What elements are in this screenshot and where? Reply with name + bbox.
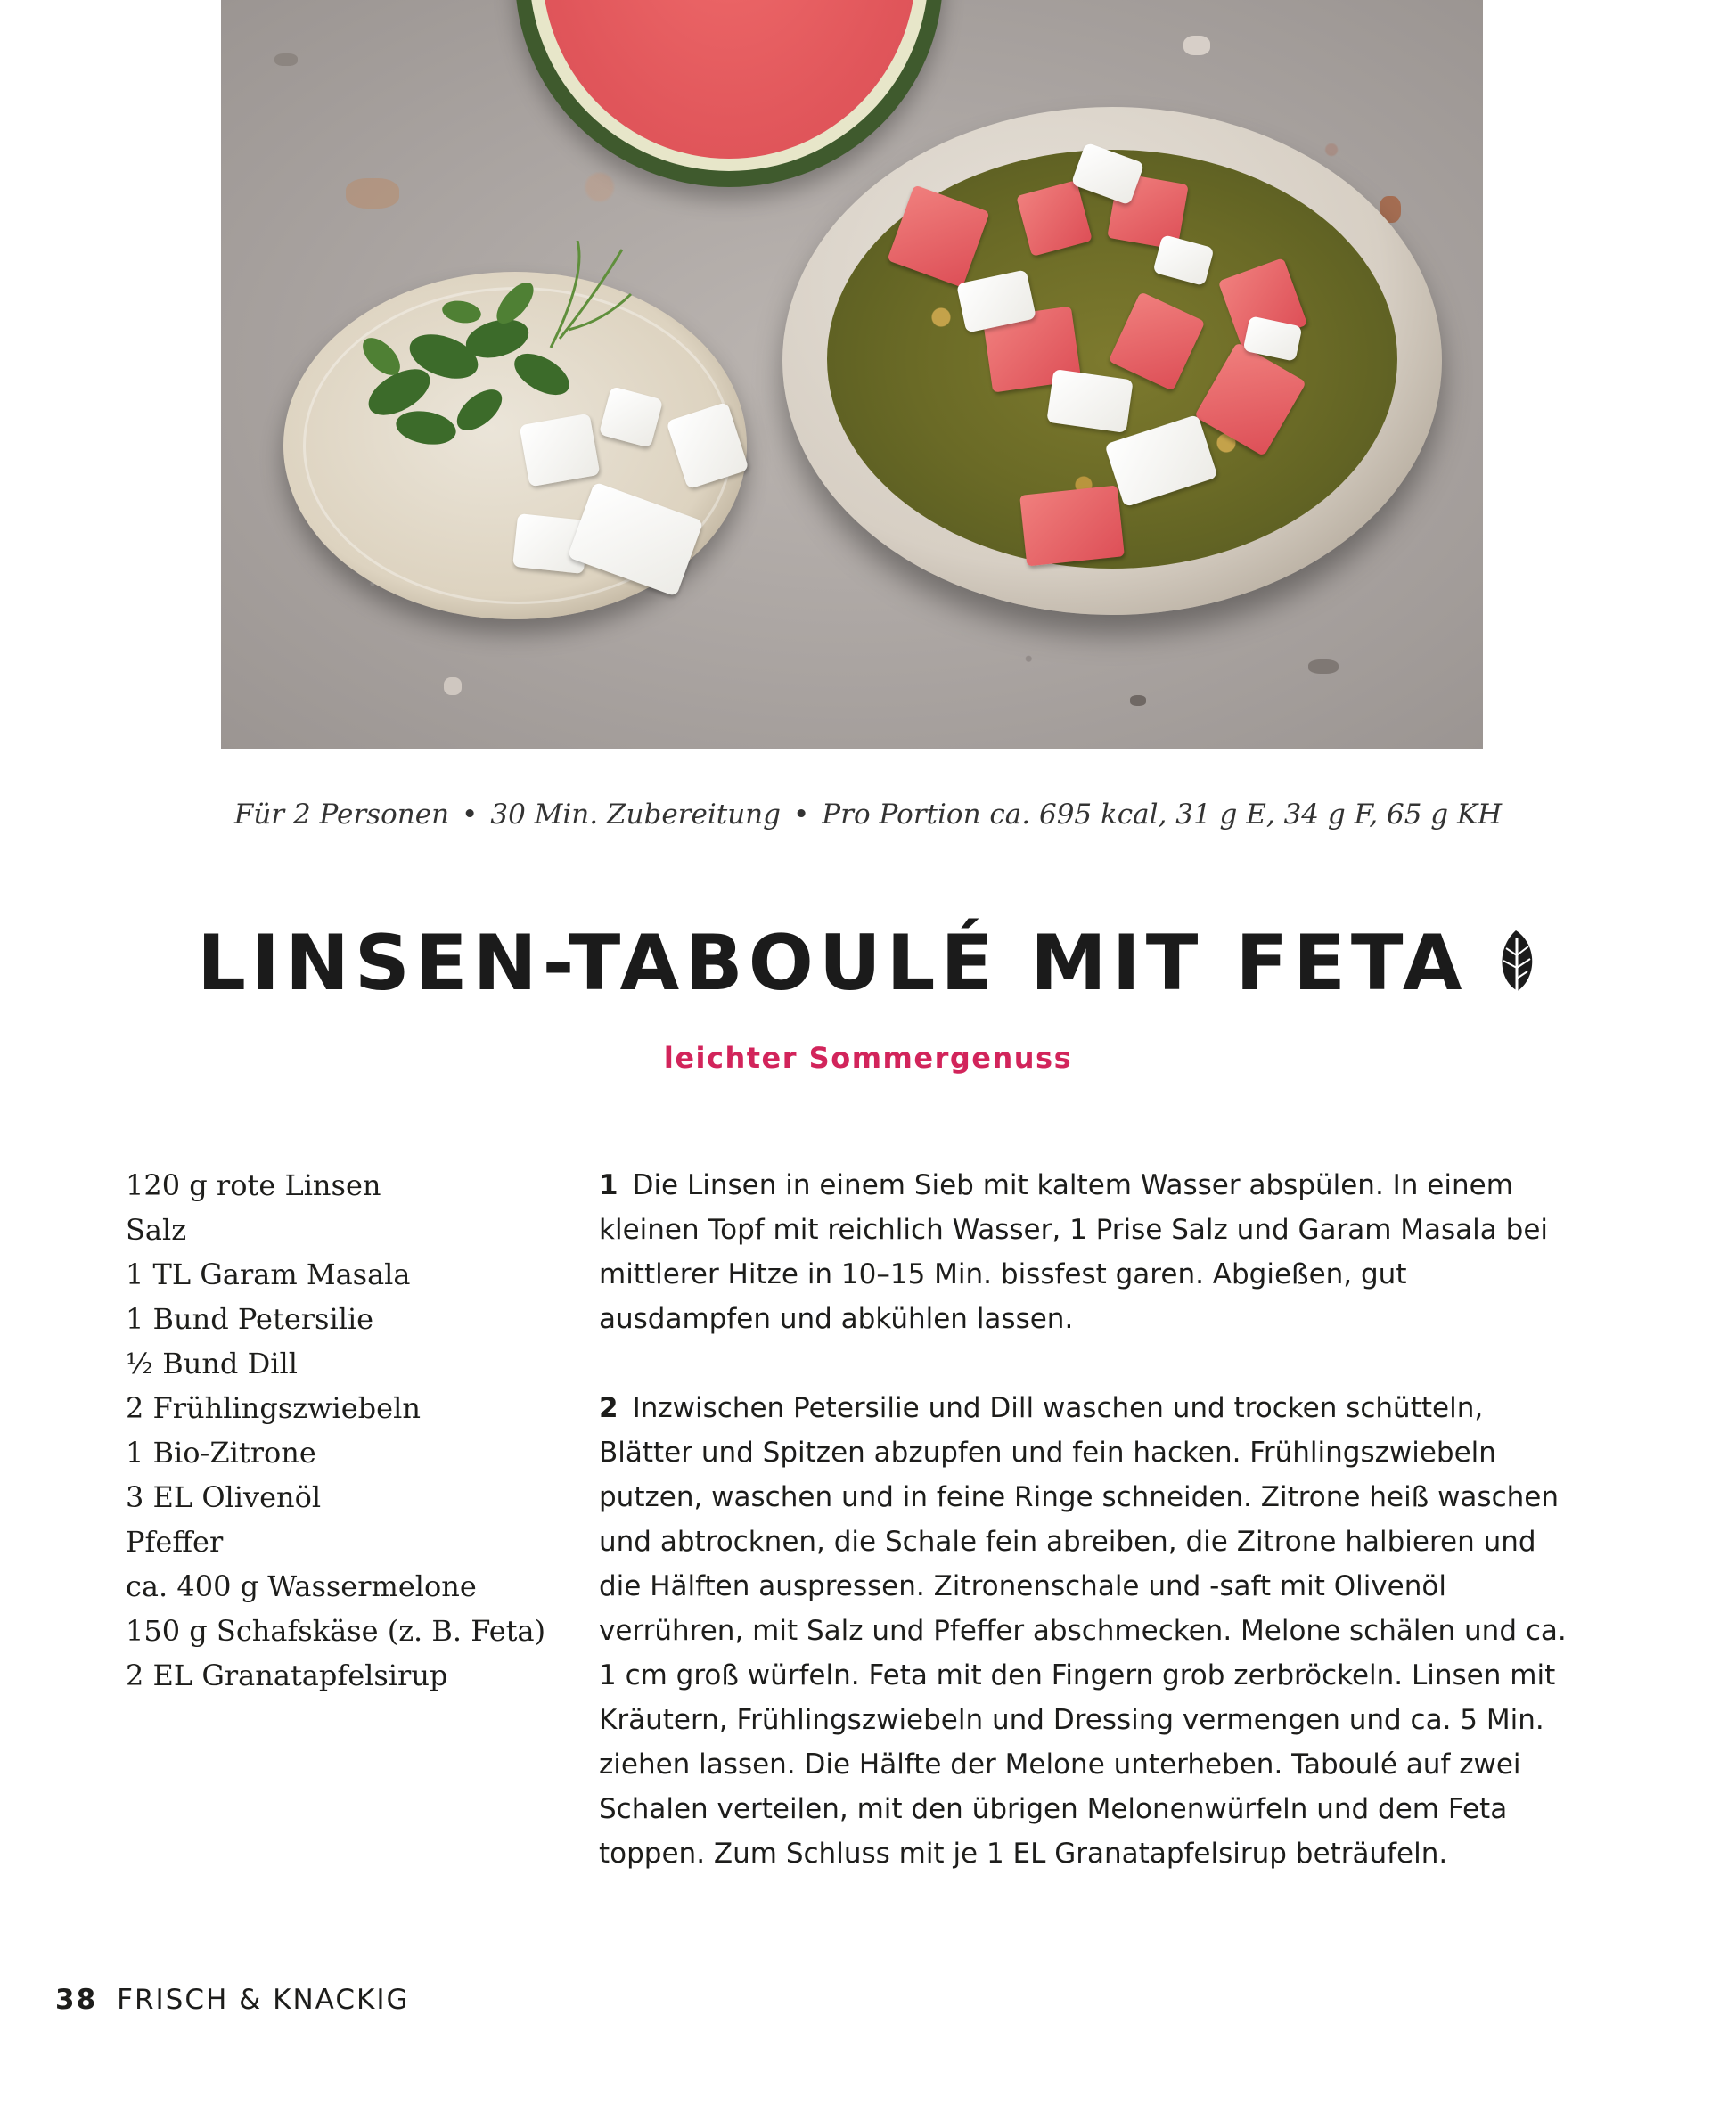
- prep-time: 30 Min. Zubereitung: [490, 799, 781, 831]
- step-number: 2: [599, 1392, 618, 1424]
- ingredient-item: 3 EL Olivenöl: [126, 1480, 322, 1514]
- ingredient-item: Salz: [126, 1213, 187, 1247]
- servings: Für 2 Personen: [233, 799, 450, 831]
- ingredient-item: ca. 400 g Wassermelone: [126, 1569, 477, 1603]
- ingredient-item: 150 g Schafskäse (z. B. Feta): [126, 1614, 546, 1648]
- instruction-step: [599, 1386, 1579, 1876]
- step-text: Die Linsen in einem Sieb mit kaltem Wasser abspülen. In einem kleinen Topf mit reichlich Wasser, 1 Prise Salz und Garam Masala bei mittlerer Hitze in 10–15 Min. bissfest garen. Abgießen, gut ausdampfen und abkühlen lassen.: [599, 1169, 1549, 1335]
- page-footer: [55, 1984, 410, 2016]
- nutrition-info: Pro Portion ca. 695 kcal, 31 g E, 34 g F, 65 g KH: [822, 799, 1503, 831]
- instruction-step: [599, 1163, 1579, 1341]
- section-title: FRISCH & KNACKIG: [117, 1984, 410, 2016]
- ingredient-item: Pfeffer: [126, 1525, 224, 1559]
- ingredient-item: 1 Bio-Zitrone: [126, 1436, 316, 1470]
- ingredient-item: 2 Frühlingszwiebeln: [126, 1391, 421, 1425]
- ingredient-item: 1 Bund Petersilie: [126, 1302, 374, 1336]
- meta-separator: •: [792, 799, 810, 831]
- step-number: 1: [599, 1169, 618, 1201]
- ingredient-item: 120 g rote Linsen: [126, 1168, 381, 1202]
- recipe-subtitle: leichter Sommergenuss: [663, 1041, 1073, 1075]
- page-number: 38: [55, 1984, 98, 2016]
- instructions: [599, 1163, 1579, 1921]
- title-row: [0, 914, 1736, 1012]
- ingredient-item: 1 TL Garam Masala: [126, 1257, 411, 1291]
- meta-separator: •: [462, 799, 479, 831]
- recipe-meta: [0, 799, 1736, 831]
- leaf-icon: [1493, 929, 1539, 998]
- ingredient-item: ½ Bund Dill: [126, 1347, 298, 1380]
- watermelon-half: [515, 0, 943, 187]
- melon-cube: [1019, 485, 1125, 566]
- feta-cube: [520, 414, 601, 487]
- step-text: Inzwischen Petersilie und Dill waschen und trocken schütteln, Blätter und Spitzen abzupfen und fein hacken. Frühlingszwiebeln putzen, waschen und in feine Ringe schneiden. Zitrone heiß waschen und abtrocknen, die Schale fein abreiben, die Zitrone halbieren und die Hälften auspressen. Zitronenschale und -saft mit Olivenöl verrühren, mit Salz und Pfeffer abschmecken. Melone schälen und ca. 1 cm groß würfeln. Feta mit den Fingern grob zerbröckeln. Linsen mit Kräutern, Frühlingszwiebeln und Dressing vermengen und ca. 5 Min. ziehen lassen. Die Hälfte der Melone unterheben. Taboulé auf zwei Schalen verteilen, mit den übrigen Melonenwürfeln und dem Feta toppen. Zum Schluss mit je 1 EL Granatapfelsirup beträufeln.: [599, 1392, 1567, 1870]
- ingredients-list: [126, 1163, 545, 1698]
- ingredient-item: 2 EL Granatapfelsirup: [126, 1659, 448, 1692]
- feta-cube: [1046, 369, 1133, 433]
- recipe-photo: [221, 0, 1483, 749]
- recipe-title: LINSEN-TABOULÉ MIT FETA: [197, 919, 1468, 1008]
